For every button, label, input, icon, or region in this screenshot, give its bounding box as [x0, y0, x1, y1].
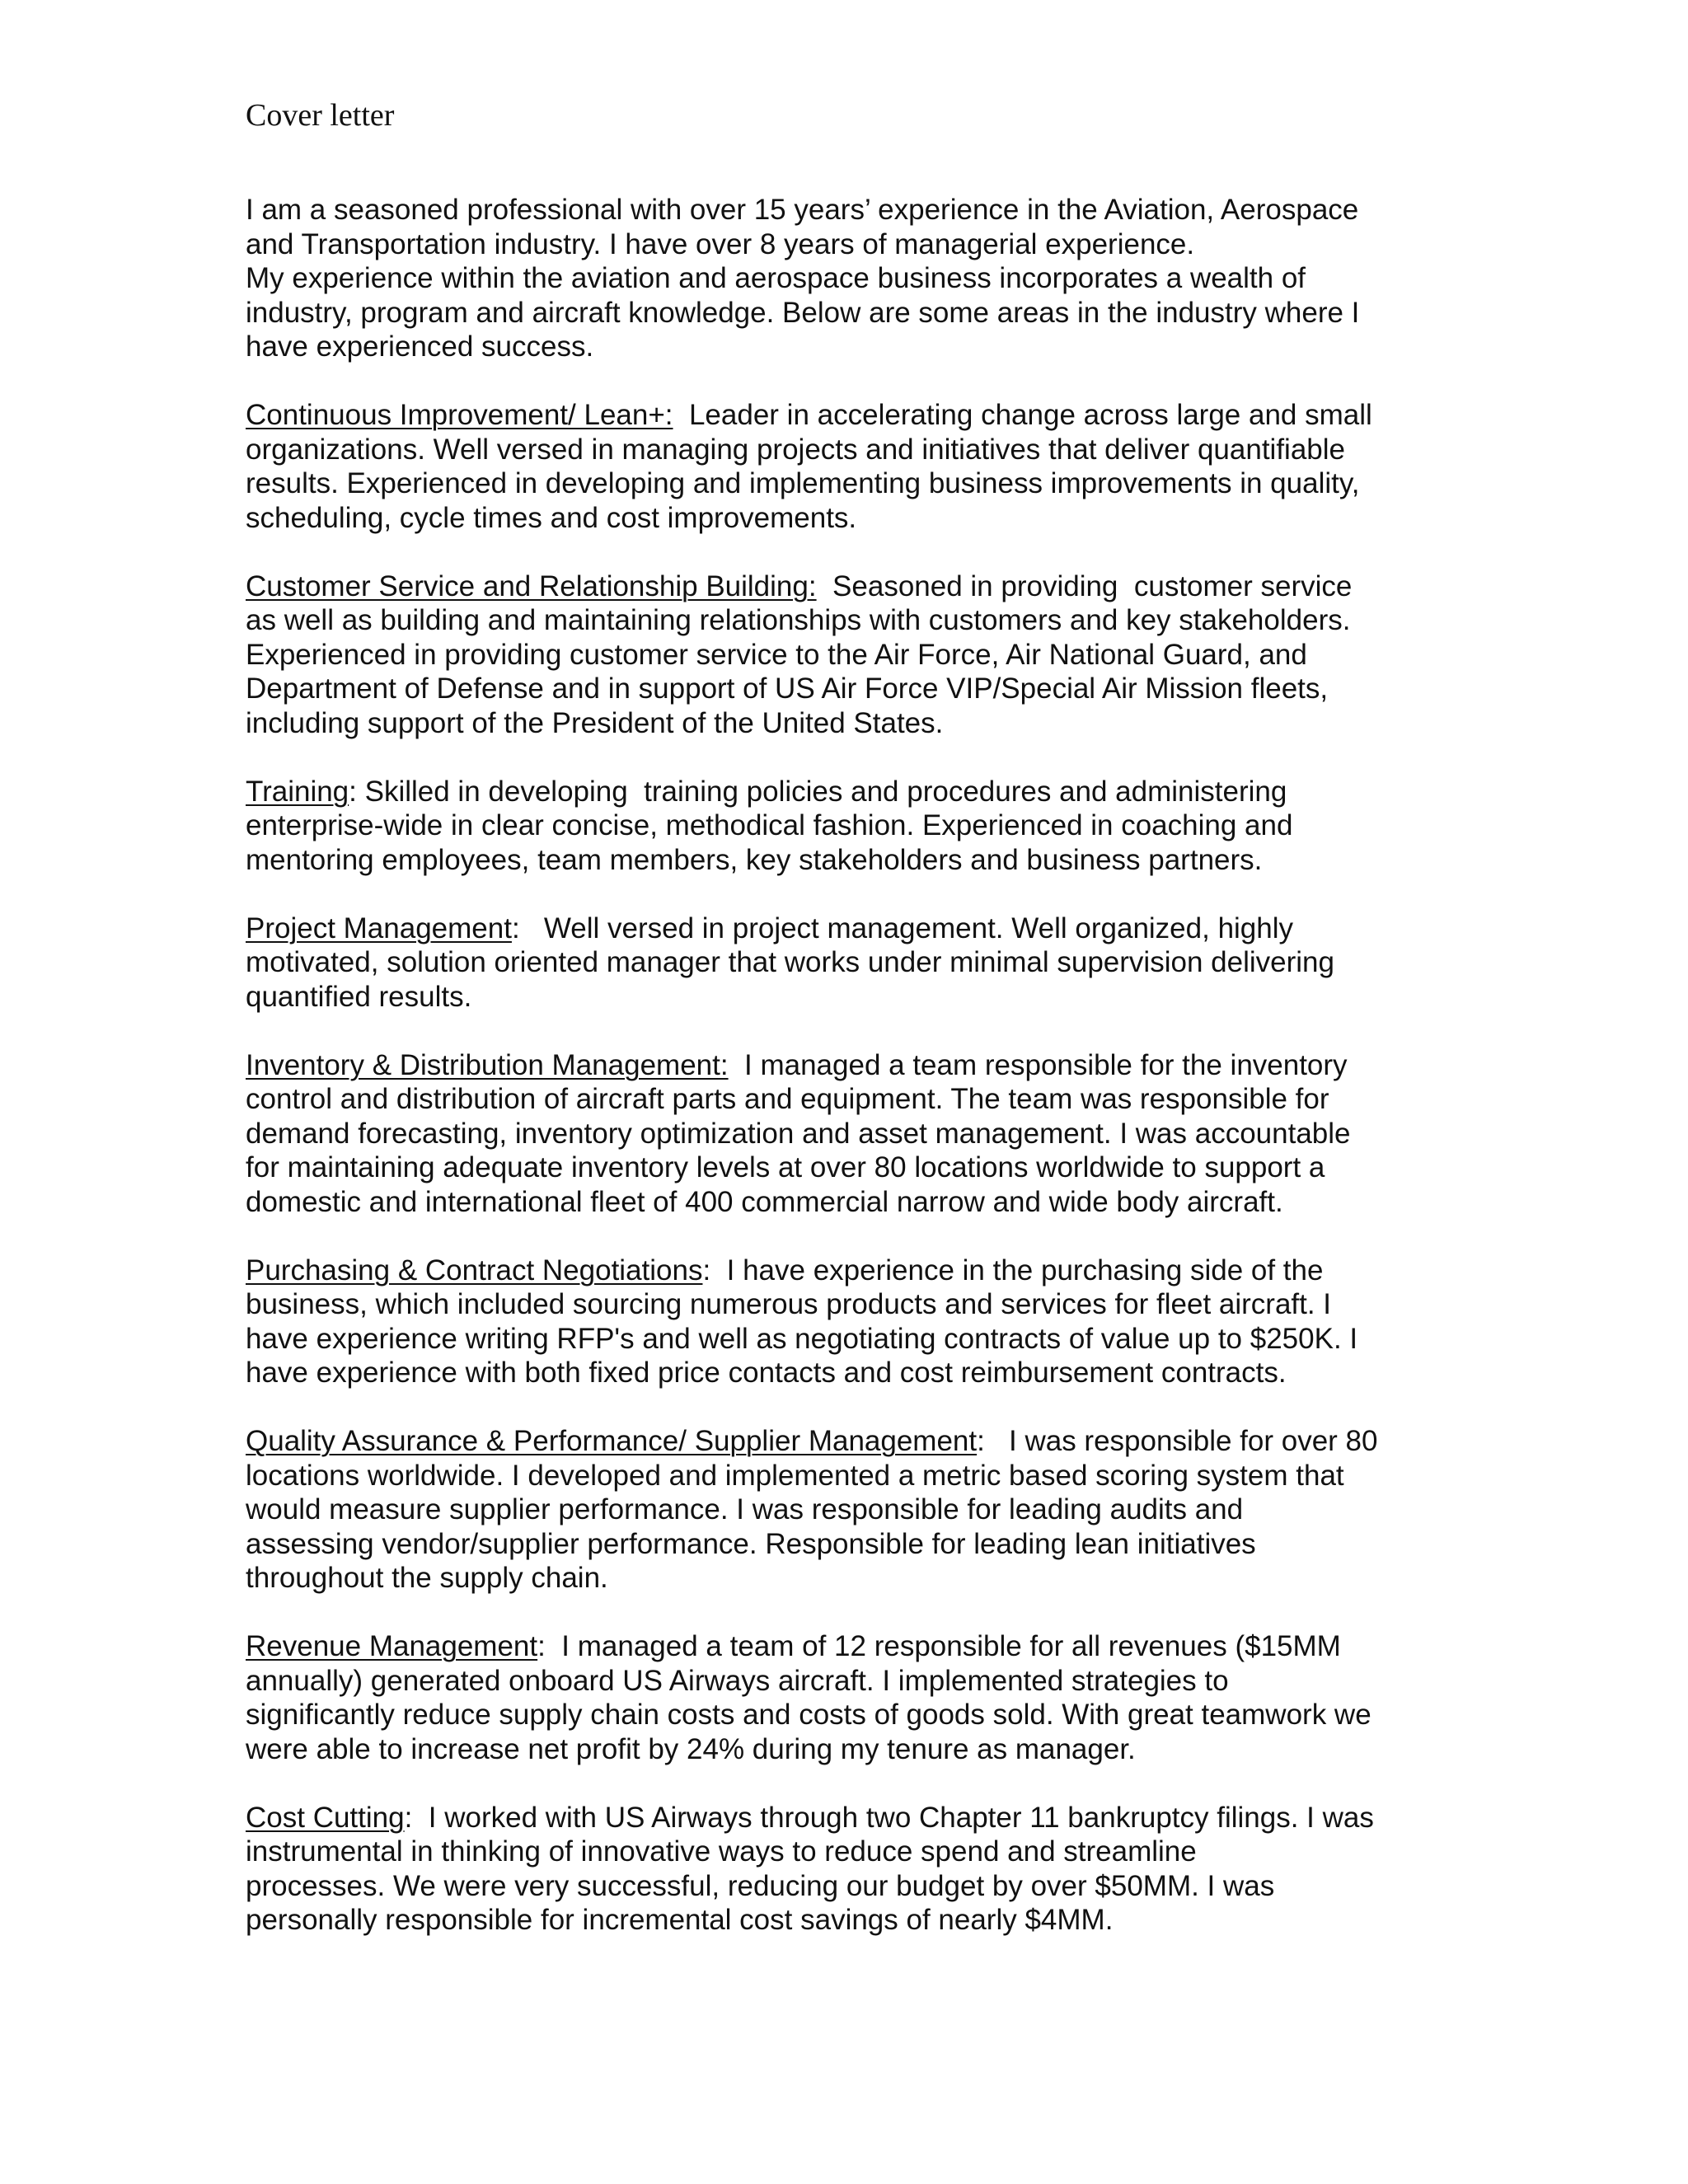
section-heading: Revenue Management: [246, 1630, 538, 1662]
text-line: [246, 1424, 1449, 1459]
text-line: results. Experienced in developing and implementing business improvements in quality,: [246, 467, 1360, 499]
text-line: instrumental in thinking of innovative ways to reduce spend and streamline: [246, 1835, 1197, 1868]
letter-body: [246, 193, 1449, 1971]
text-line: for maintaining adequate inventory levels at over 80 locations worldwide to support a: [246, 1151, 1325, 1183]
section-revenue-management: [246, 1629, 1449, 1766]
text-line: [246, 1254, 1449, 1288]
text-line: assessing vendor/supplier performance. Responsible for leading lean initiatives: [246, 1527, 1256, 1560]
text-line: throughout the supply chain.: [246, 1562, 608, 1594]
text-line: [246, 912, 1449, 946]
text-line: including support of the President of the United States.: [246, 706, 944, 739]
text-line: My experience within the aviation and aerospace business incorporates a wealth of: [246, 262, 1306, 294]
section-text: : Well versed in project management. Well organized, highly: [511, 912, 1294, 944]
text-line: quantified results.: [246, 980, 472, 1013]
section-project-management: [246, 912, 1449, 1015]
text-line: [246, 569, 1449, 604]
section-text: : I have experience in the purchasing side of the: [702, 1254, 1324, 1286]
text-line: I am a seasoned professional with over 15 years’ experience in the Aviation, Aerospace: [246, 194, 1359, 226]
text-line: organizations. Well versed in managing projects and initiatives that deliver quantifiable: [246, 433, 1345, 466]
text-line: significantly reduce supply chain costs and costs of goods sold. With great teamwork we: [246, 1699, 1372, 1731]
section-heading: Project Management: [246, 912, 512, 944]
text-line: locations worldwide. I developed and implemented a metric based scoring system that: [246, 1459, 1344, 1492]
text-line: have experienced success.: [246, 330, 594, 363]
text-line: would measure supplier performance. I was responsible for leading audits and: [246, 1493, 1244, 1526]
section-inventory-distribution: [246, 1048, 1449, 1220]
section-heading: Purchasing & Contract Negotiations: [246, 1254, 703, 1286]
text-line: annually) generated onboard US Airways aircraft. I implemented strategies to: [246, 1664, 1229, 1697]
text-line: as well as building and maintaining relationships with customers and key stakeholders.: [246, 604, 1351, 636]
section-quality-assurance: [246, 1424, 1449, 1596]
section-heading: Training: [246, 775, 349, 808]
text-line: enterprise-wide in clear concise, methodical fashion. Experienced in coaching and: [246, 809, 1293, 841]
text-line: personally responsible for incremental cost savings of nearly $4MM.: [246, 1904, 1114, 1936]
section-purchasing: [246, 1254, 1449, 1390]
text-line: industry, program and aircraft knowledge. Below are some areas in the industry where I: [246, 296, 1360, 329]
section-text: : Skilled in developing training policies and procedures and administering: [349, 775, 1287, 808]
section-heading: Customer Service and Relationship Building:: [246, 569, 817, 602]
text-line: [246, 1801, 1449, 1835]
text-line: control and distribution of aircraft parts and equipment. The team was responsible for: [246, 1083, 1329, 1115]
section-heading: Quality Assurance & Performance/ Supplier Management: [246, 1425, 978, 1457]
section-customer-service: [246, 569, 1449, 741]
section-training: [246, 775, 1449, 878]
section-text: Seasoned in providing customer service: [816, 569, 1353, 602]
section-text: : I managed a team of 12 responsible for all revenues ($15MM: [537, 1630, 1341, 1662]
intro-paragraph: [246, 193, 1449, 364]
section-heading: Cost Cutting: [246, 1801, 405, 1834]
text-line: domestic and international fleet of 400 commercial narrow and wide body aircraft.: [246, 1185, 1283, 1218]
text-line: motivated, solution oriented manager that works under minimal supervision delivering: [246, 946, 1334, 978]
section-continuous-improvement: [246, 398, 1449, 535]
text-line: mentoring employees, team members, key stakeholders and business partners.: [246, 843, 1263, 876]
text-line: [246, 1629, 1449, 1664]
text-line: Experienced in providing customer service to the Air Force, Air National Guard, and: [246, 638, 1307, 671]
text-line: have experience writing RFP's and well as negotiating contracts of value up to $250K. I: [246, 1322, 1358, 1355]
text-line: scheduling, cycle times and cost improvements.: [246, 501, 857, 534]
section-heading: Continuous Improvement/ Lean+:: [246, 399, 673, 431]
text-line: [246, 398, 1449, 433]
section-text: : I worked with US Airways through two Chapter 11 bankruptcy filings. I was: [404, 1801, 1374, 1834]
text-line: [246, 1048, 1449, 1083]
section-cost-cutting: [246, 1801, 1449, 1938]
text-line: business, which included sourcing numerous products and services for fleet aircraft. I: [246, 1288, 1332, 1320]
text-line: [246, 775, 1449, 809]
section-text: : I was responsible for over 80: [977, 1425, 1378, 1457]
document-title: Cover letter: [246, 98, 395, 133]
section-text: I managed a team responsible for the inventory: [728, 1048, 1348, 1081]
text-line: have experience with both fixed price contacts and cost reimbursement contracts.: [246, 1357, 1287, 1389]
section-text: Leader in accelerating change across large and small: [673, 399, 1372, 431]
text-line: demand forecasting, inventory optimization and asset management. I was accountable: [246, 1117, 1351, 1150]
text-line: processes. We were very successful, reducing our budget by over $50MM. I was: [246, 1869, 1275, 1902]
text-line: were able to increase net profit by 24% during my tenure as manager.: [246, 1732, 1136, 1765]
section-heading: Inventory & Distribution Management:: [246, 1048, 729, 1081]
text-line: and Transportation industry. I have over 8 years of managerial experience.: [246, 227, 1195, 260]
text-line: Department of Defense and in support of US Air Force VIP/Special Air Mission fleets,: [246, 673, 1329, 705]
